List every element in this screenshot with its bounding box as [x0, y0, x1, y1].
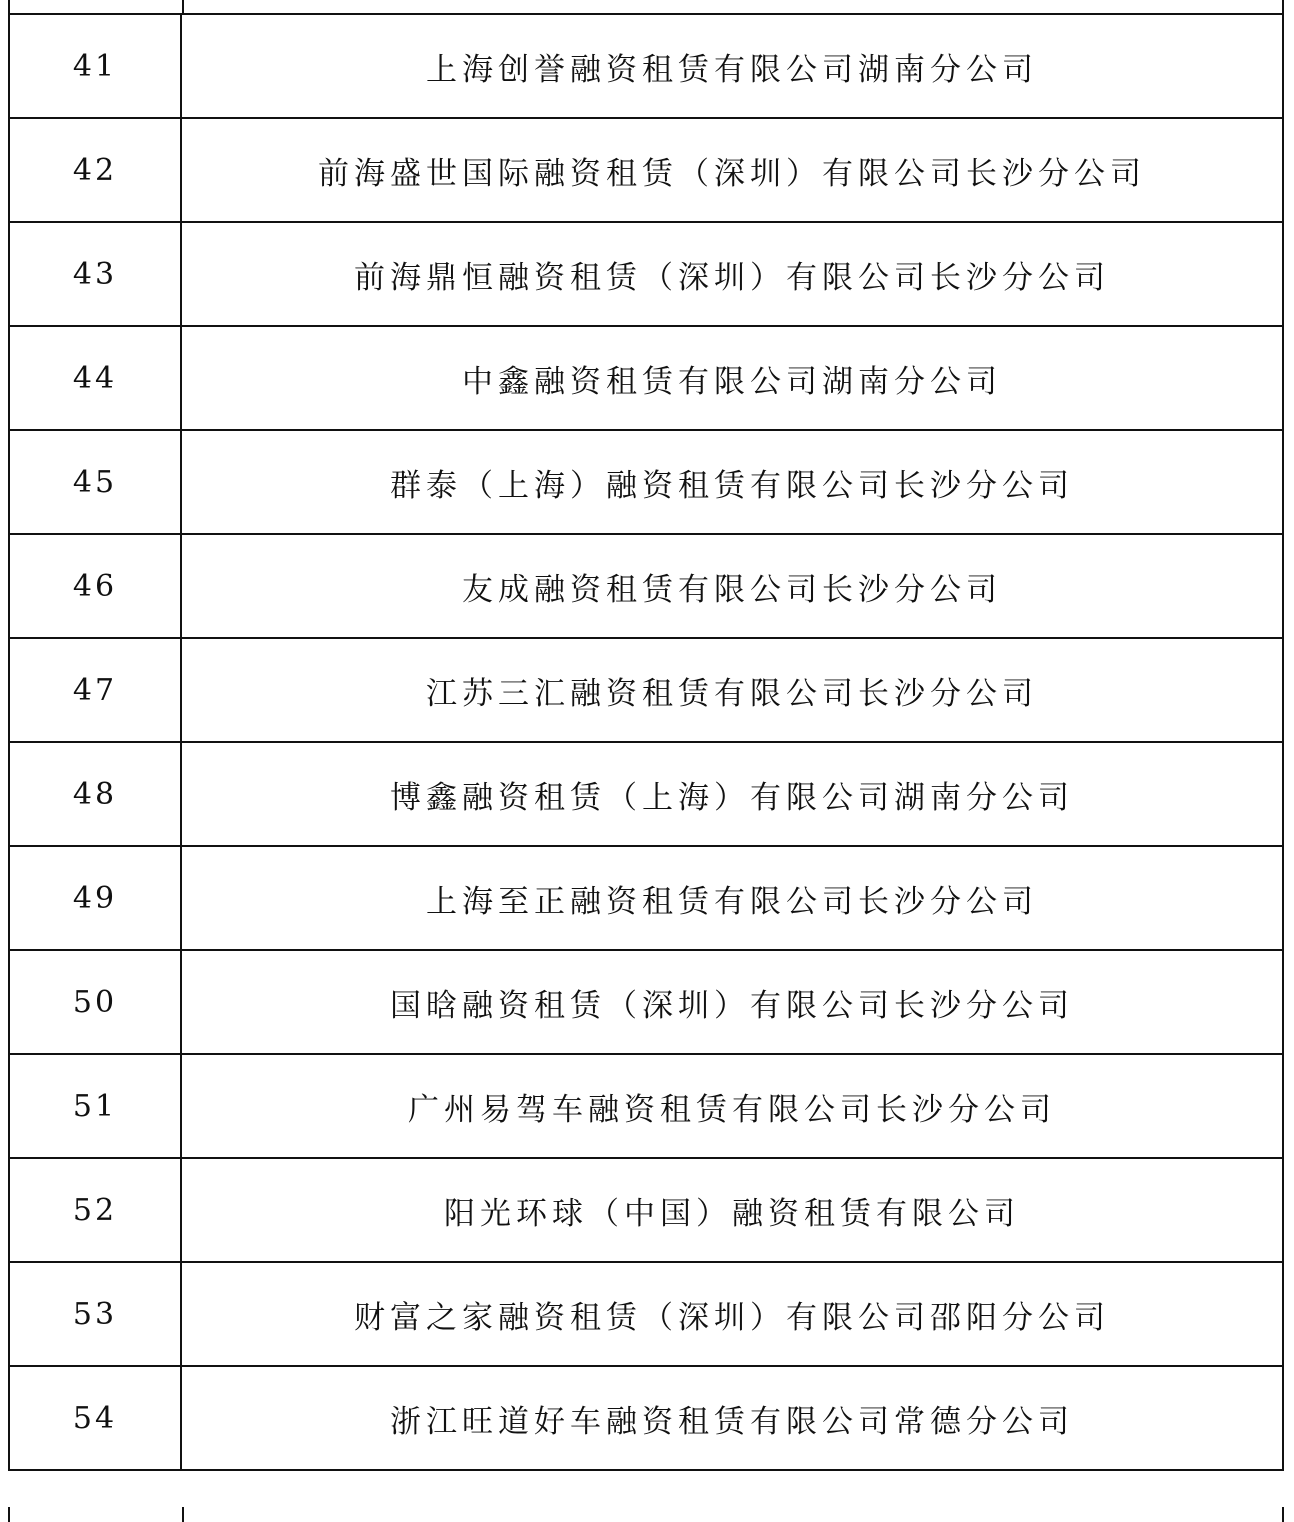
table-body: [9, 14, 1283, 1470]
table-row-partial-top: [8, 0, 1284, 14]
company-name: 中鑫融资租赁有限公司湖南分公司: [181, 326, 1283, 430]
row-number: 42: [9, 118, 181, 222]
table-row-partial-bottom: [8, 1507, 1284, 1522]
company-name: 上海创誉融资租赁有限公司湖南分公司: [181, 14, 1283, 118]
row-number: 51: [9, 1054, 181, 1158]
row-number: 41: [9, 14, 181, 118]
company-name: 阳光环球（中国）融资租赁有限公司: [181, 1158, 1283, 1262]
table-row: [9, 638, 1283, 742]
table-row: [9, 1366, 1283, 1470]
row-number: 52: [9, 1158, 181, 1262]
table-row: [9, 846, 1283, 950]
company-name: 浙江旺道好车融资租赁有限公司常德分公司: [181, 1366, 1283, 1470]
table-row: [9, 14, 1283, 118]
column-divider: [182, 0, 184, 14]
company-name: 广州易驾车融资租赁有限公司长沙分公司: [181, 1054, 1283, 1158]
row-number: 47: [9, 638, 181, 742]
company-name: 国晗融资租赁（深圳）有限公司长沙分公司: [181, 950, 1283, 1054]
row-number: 53: [9, 1262, 181, 1366]
company-name: 博鑫融资租赁（上海）有限公司湖南分公司: [181, 742, 1283, 846]
company-name: 前海鼎恒融资租赁（深圳）有限公司长沙分公司: [181, 222, 1283, 326]
column-divider: [182, 1507, 184, 1522]
company-list-table: [8, 13, 1284, 1471]
row-number: 45: [9, 430, 181, 534]
table-row: [9, 430, 1283, 534]
table-row: [9, 118, 1283, 222]
table-row: [9, 1158, 1283, 1262]
table-row: [9, 222, 1283, 326]
company-name: 友成融资租赁有限公司长沙分公司: [181, 534, 1283, 638]
table-row: [9, 1054, 1283, 1158]
table-row: [9, 326, 1283, 430]
row-number: 46: [9, 534, 181, 638]
row-number: 43: [9, 222, 181, 326]
table-row: [9, 742, 1283, 846]
row-number: 48: [9, 742, 181, 846]
row-number: 54: [9, 1366, 181, 1470]
company-name: 群泰（上海）融资租赁有限公司长沙分公司: [181, 430, 1283, 534]
company-name: 前海盛世国际融资租赁（深圳）有限公司长沙分公司: [181, 118, 1283, 222]
table-row: [9, 950, 1283, 1054]
row-number: 44: [9, 326, 181, 430]
company-name: 上海至正融资租赁有限公司长沙分公司: [181, 846, 1283, 950]
company-name: 江苏三汇融资租赁有限公司长沙分公司: [181, 638, 1283, 742]
row-number: 50: [9, 950, 181, 1054]
row-number: 49: [9, 846, 181, 950]
table-row: [9, 534, 1283, 638]
company-name: 财富之家融资租赁（深圳）有限公司邵阳分公司: [181, 1262, 1283, 1366]
table-row: [9, 1262, 1283, 1366]
